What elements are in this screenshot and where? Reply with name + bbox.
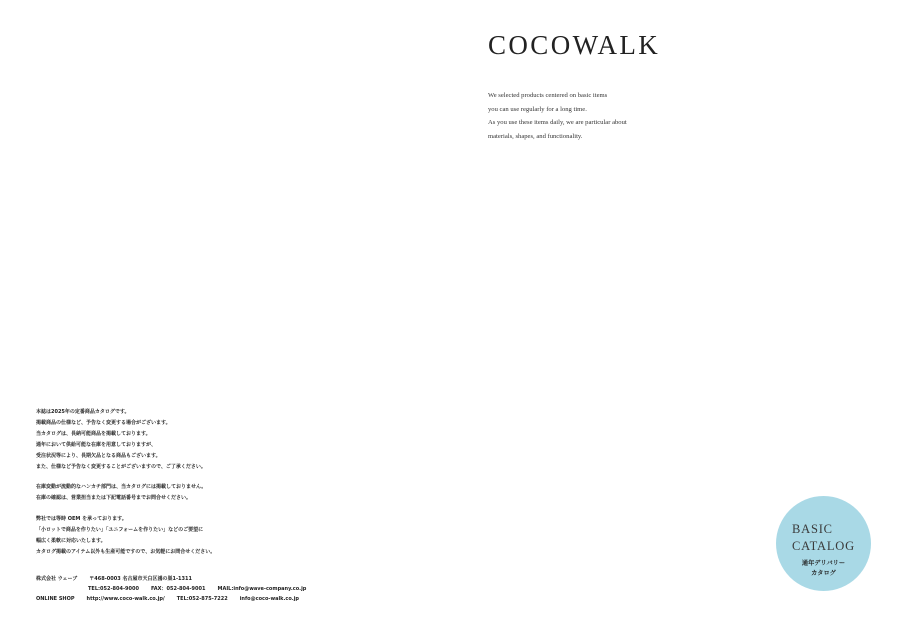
company-fax: FAX：052-804-9001 — [150, 586, 206, 593]
note-line: 本誌は2025年の定番商品カタログです。 — [36, 409, 130, 415]
shop-mail[interactable]: info@coco-walk.co.jp — [239, 596, 299, 603]
note-line: 在庫変動が流動的なハンカチ部門は、当カタログには掲載しておりません。 — [36, 484, 207, 491]
company-tel: TEL:052-804-9000 — [88, 586, 139, 593]
company-name: 株式会社 ウェーブ — [36, 576, 78, 582]
company-address: 〒468-0003 名古屋市天白区鴻の巣1-1311 — [89, 576, 192, 582]
note-line: 在庫の確認は、営業担当または下記電話番号までお問合せください。 — [36, 495, 192, 502]
company-row — [36, 574, 306, 584]
badge-subtitle-line1: 通年デリバリー — [801, 560, 846, 567]
note-line: 幅広く柔軟に対応いたします。 — [36, 538, 106, 545]
intro-text — [488, 89, 627, 144]
brand-logo: COCOWALK — [488, 30, 661, 60]
shop-tel: TEL:052-875-7222 — [176, 596, 228, 603]
basic-catalog-badge — [776, 496, 871, 591]
note-line: 「小ロットで商品を作りたい」「ユニフォームを作りたい」などのご要望に — [36, 527, 204, 534]
note-line: カタログ掲載のアイテム以外も生産可能ですので、お気軽にお問合せください。 — [36, 548, 216, 555]
shop-label: ONLINE SHOP — [36, 596, 75, 603]
spacer — [36, 504, 215, 514]
badge-title-line1: BASIC — [792, 522, 833, 536]
badge-title-line2: CATALOG — [792, 539, 855, 553]
shop-row — [36, 594, 306, 604]
spacer — [36, 472, 215, 482]
company-mail: MAIL:info@wave-company.co.jp — [217, 586, 307, 593]
company-contact-row — [36, 584, 306, 594]
catalog-notes — [36, 407, 215, 558]
badge-subtitle-line2: カタログ — [811, 570, 836, 577]
note-line: 通年において供給可能な在庫を用意しておりますが、 — [36, 441, 157, 448]
company-info — [36, 574, 306, 605]
note-line: 弊社では等時 OEM を承っております。 — [36, 516, 127, 523]
note-line: 当カタログは、長納可能商品を掲載しております。 — [36, 430, 151, 437]
shop-url[interactable]: http://www.coco-walk.co.jp/ — [86, 596, 165, 603]
intro-line: you can use regularly for a long time. — [488, 105, 587, 113]
note-line: 受注状況等により、長期欠品となる商品もございます。 — [36, 452, 161, 459]
note-line: また、仕様など予告なく変更することがございますので、ご了承ください。 — [36, 463, 206, 470]
note-line: 掲載商品の仕様など、予告なく変更する場合がございます。 — [36, 419, 171, 426]
intro-line: As you use these items daily, we are particular about — [488, 119, 627, 127]
intro-line: We selected products centered on basic items — [488, 92, 608, 99]
intro-line: materials, shapes, and functionality. — [488, 133, 583, 141]
